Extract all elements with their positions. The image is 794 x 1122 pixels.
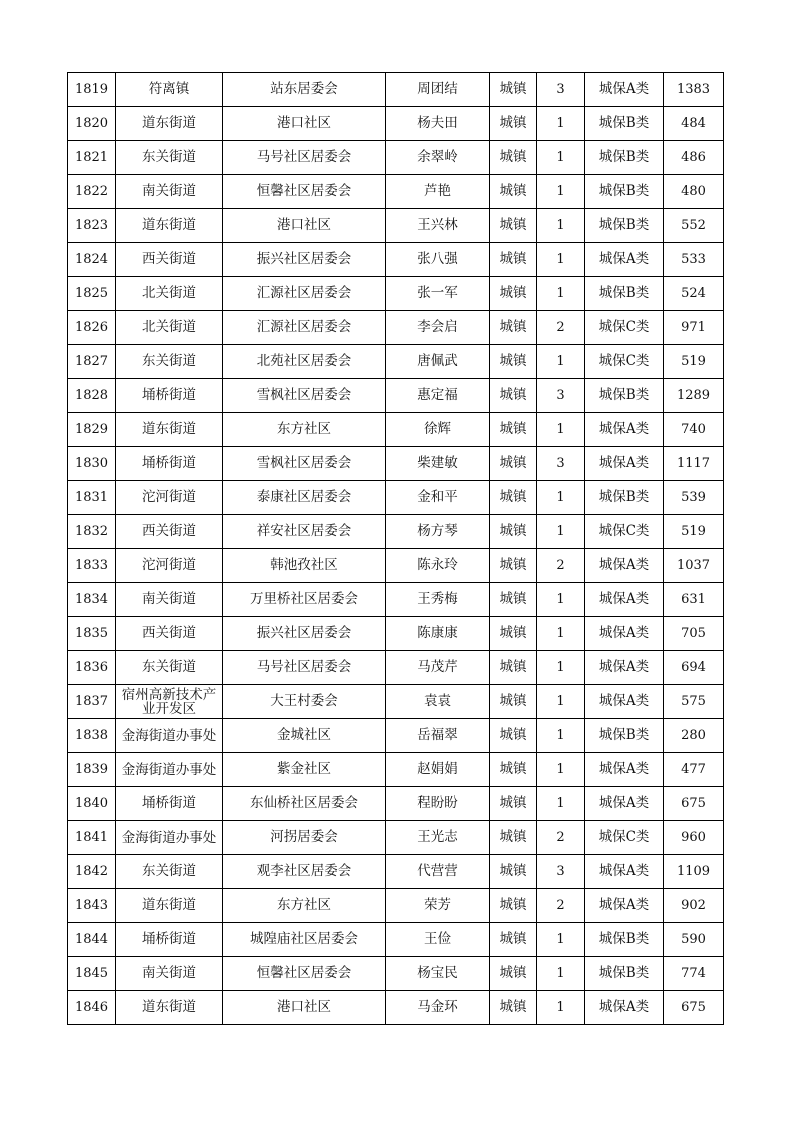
person-name-cell: 王秀梅 [386,583,490,617]
area-type-cell: 城镇 [490,787,537,821]
records-table [67,72,724,1025]
amount-cell: 519 [664,345,724,379]
area-type-cell: 城镇 [490,583,537,617]
amount-cell: 631 [664,583,724,617]
insurance-category-cell: 城保A类 [585,549,664,583]
row-number-cell: 1838 [68,719,116,753]
insurance-category-cell: 城保A类 [585,889,664,923]
amount-cell: 533 [664,243,724,277]
insurance-category-cell: 城保A类 [585,855,664,889]
row-number-cell: 1841 [68,821,116,855]
community-cell: 汇源社区居委会 [223,311,386,345]
household-size-cell: 3 [537,855,585,889]
person-name-cell: 代营营 [386,855,490,889]
table-row [68,719,724,753]
amount-cell: 902 [664,889,724,923]
table-row [68,957,724,991]
insurance-category-cell: 城保A类 [585,73,664,107]
row-number-cell: 1827 [68,345,116,379]
person-name-cell: 唐佩武 [386,345,490,379]
table-row [68,889,724,923]
amount-cell: 477 [664,753,724,787]
person-name-cell: 荣芳 [386,889,490,923]
community-cell: 大王村委会 [223,685,386,719]
community-cell: 东仙桥社区居委会 [223,787,386,821]
household-size-cell: 3 [537,379,585,413]
area-type-cell: 城镇 [490,175,537,209]
table-row [68,141,724,175]
subdistrict-cell: 东关街道 [116,141,223,175]
insurance-category-cell: 城保C类 [585,345,664,379]
row-number-cell: 1828 [68,379,116,413]
household-size-cell: 1 [537,277,585,311]
community-cell: 港口社区 [223,209,386,243]
row-number-cell: 1836 [68,651,116,685]
household-size-cell: 1 [537,651,585,685]
household-size-cell: 1 [537,685,585,719]
community-cell: 振兴社区居委会 [223,243,386,277]
amount-cell: 1289 [664,379,724,413]
table-row [68,243,724,277]
community-cell: 振兴社区居委会 [223,617,386,651]
insurance-category-cell: 城保B类 [585,141,664,175]
insurance-category-cell: 城保B类 [585,277,664,311]
table-row [68,923,724,957]
amount-cell: 539 [664,481,724,515]
person-name-cell: 芦艳 [386,175,490,209]
row-number-cell: 1824 [68,243,116,277]
person-name-cell: 袁袁 [386,685,490,719]
insurance-category-cell: 城保B类 [585,719,664,753]
person-name-cell: 徐辉 [386,413,490,447]
subdistrict-cell: 南关街道 [116,957,223,991]
household-size-cell: 1 [537,923,585,957]
amount-cell: 705 [664,617,724,651]
household-size-cell: 3 [537,447,585,481]
subdistrict-cell: 埇桥街道 [116,787,223,821]
row-number-cell: 1833 [68,549,116,583]
household-size-cell: 1 [537,481,585,515]
row-number-cell: 1837 [68,685,116,719]
community-cell: 观李社区居委会 [223,855,386,889]
amount-cell: 694 [664,651,724,685]
household-size-cell: 1 [537,413,585,447]
amount-cell: 519 [664,515,724,549]
subdistrict-cell: 道东街道 [116,209,223,243]
household-size-cell: 1 [537,957,585,991]
community-cell: 万里桥社区居委会 [223,583,386,617]
table-row [68,311,724,345]
household-size-cell: 1 [537,515,585,549]
insurance-category-cell: 城保A类 [585,583,664,617]
area-type-cell: 城镇 [490,107,537,141]
row-number-cell: 1831 [68,481,116,515]
table-row [68,787,724,821]
area-type-cell: 城镇 [490,379,537,413]
table-row [68,515,724,549]
household-size-cell: 1 [537,787,585,821]
household-size-cell: 3 [537,73,585,107]
area-type-cell: 城镇 [490,991,537,1025]
row-number-cell: 1846 [68,991,116,1025]
community-cell: 站东居委会 [223,73,386,107]
insurance-category-cell: 城保A类 [585,685,664,719]
subdistrict-cell: 西关街道 [116,243,223,277]
community-cell: 马号社区居委会 [223,651,386,685]
subdistrict-cell: 宿州高新技术产业开发区 [116,685,223,719]
subdistrict-cell: 西关街道 [116,515,223,549]
row-number-cell: 1832 [68,515,116,549]
person-name-cell: 程盼盼 [386,787,490,821]
row-number-cell: 1834 [68,583,116,617]
area-type-cell: 城镇 [490,617,537,651]
table-row [68,413,724,447]
community-cell: 东方社区 [223,889,386,923]
table-row [68,685,724,719]
subdistrict-cell: 沱河街道 [116,549,223,583]
person-name-cell: 杨宝民 [386,957,490,991]
table-row [68,175,724,209]
area-type-cell: 城镇 [490,447,537,481]
community-cell: 恒馨社区居委会 [223,957,386,991]
table-row [68,855,724,889]
subdistrict-cell: 金海街道办事处 [116,821,223,855]
insurance-category-cell: 城保B类 [585,923,664,957]
amount-cell: 552 [664,209,724,243]
area-type-cell: 城镇 [490,141,537,175]
community-cell: 韩池孜社区 [223,549,386,583]
area-type-cell: 城镇 [490,923,537,957]
area-type-cell: 城镇 [490,209,537,243]
table-row [68,617,724,651]
amount-cell: 774 [664,957,724,991]
row-number-cell: 1825 [68,277,116,311]
row-number-cell: 1821 [68,141,116,175]
area-type-cell: 城镇 [490,651,537,685]
household-size-cell: 2 [537,889,585,923]
household-size-cell: 1 [537,209,585,243]
household-size-cell: 2 [537,821,585,855]
community-cell: 港口社区 [223,107,386,141]
household-size-cell: 1 [537,719,585,753]
household-size-cell: 1 [537,175,585,209]
area-type-cell: 城镇 [490,345,537,379]
person-name-cell: 周团结 [386,73,490,107]
insurance-category-cell: 城保C类 [585,515,664,549]
person-name-cell: 赵娟娟 [386,753,490,787]
household-size-cell: 2 [537,549,585,583]
community-cell: 东方社区 [223,413,386,447]
row-number-cell: 1839 [68,753,116,787]
amount-cell: 486 [664,141,724,175]
person-name-cell: 岳福翠 [386,719,490,753]
person-name-cell: 杨夫田 [386,107,490,141]
community-cell: 紫金社区 [223,753,386,787]
area-type-cell: 城镇 [490,515,537,549]
subdistrict-cell: 东关街道 [116,345,223,379]
area-type-cell: 城镇 [490,855,537,889]
household-size-cell: 1 [537,345,585,379]
area-type-cell: 城镇 [490,753,537,787]
person-name-cell: 金和平 [386,481,490,515]
insurance-category-cell: 城保B类 [585,209,664,243]
community-cell: 雪枫社区居委会 [223,447,386,481]
community-cell: 恒馨社区居委会 [223,175,386,209]
records-table-container [67,72,724,1025]
community-cell: 城隍庙社区居委会 [223,923,386,957]
row-number-cell: 1844 [68,923,116,957]
area-type-cell: 城镇 [490,549,537,583]
table-row [68,991,724,1025]
person-name-cell: 王兴林 [386,209,490,243]
amount-cell: 480 [664,175,724,209]
table-row [68,73,724,107]
amount-cell: 280 [664,719,724,753]
household-size-cell: 1 [537,243,585,277]
area-type-cell: 城镇 [490,243,537,277]
row-number-cell: 1845 [68,957,116,991]
person-name-cell: 陈康康 [386,617,490,651]
area-type-cell: 城镇 [490,311,537,345]
amount-cell: 675 [664,787,724,821]
community-cell: 金城社区 [223,719,386,753]
person-name-cell: 余翠岭 [386,141,490,175]
table-row [68,209,724,243]
area-type-cell: 城镇 [490,481,537,515]
area-type-cell: 城镇 [490,719,537,753]
row-number-cell: 1820 [68,107,116,141]
table-row [68,583,724,617]
subdistrict-cell: 金海街道办事处 [116,753,223,787]
subdistrict-cell: 金海街道办事处 [116,719,223,753]
row-number-cell: 1829 [68,413,116,447]
table-row [68,821,724,855]
subdistrict-cell: 南关街道 [116,175,223,209]
person-name-cell: 王俭 [386,923,490,957]
table-row [68,753,724,787]
row-number-cell: 1843 [68,889,116,923]
person-name-cell: 杨方琴 [386,515,490,549]
table-row [68,651,724,685]
area-type-cell: 城镇 [490,413,537,447]
subdistrict-cell: 沱河街道 [116,481,223,515]
table-row [68,345,724,379]
insurance-category-cell: 城保A类 [585,753,664,787]
insurance-category-cell: 城保B类 [585,107,664,141]
row-number-cell: 1819 [68,73,116,107]
subdistrict-cell: 道东街道 [116,991,223,1025]
subdistrict-cell: 符离镇 [116,73,223,107]
table-row [68,379,724,413]
table-row [68,481,724,515]
area-type-cell: 城镇 [490,277,537,311]
row-number-cell: 1835 [68,617,116,651]
area-type-cell: 城镇 [490,685,537,719]
insurance-category-cell: 城保A类 [585,243,664,277]
person-name-cell: 陈永玲 [386,549,490,583]
subdistrict-cell: 北关街道 [116,277,223,311]
row-number-cell: 1842 [68,855,116,889]
household-size-cell: 1 [537,141,585,175]
person-name-cell: 马茂芹 [386,651,490,685]
amount-cell: 1037 [664,549,724,583]
row-number-cell: 1840 [68,787,116,821]
amount-cell: 740 [664,413,724,447]
insurance-category-cell: 城保A类 [585,413,664,447]
person-name-cell: 李会启 [386,311,490,345]
amount-cell: 971 [664,311,724,345]
community-cell: 北苑社区居委会 [223,345,386,379]
insurance-category-cell: 城保A类 [585,447,664,481]
household-size-cell: 1 [537,617,585,651]
community-cell: 河拐居委会 [223,821,386,855]
subdistrict-cell: 道东街道 [116,413,223,447]
insurance-category-cell: 城保B类 [585,379,664,413]
row-number-cell: 1823 [68,209,116,243]
table-row [68,447,724,481]
insurance-category-cell: 城保B类 [585,481,664,515]
amount-cell: 960 [664,821,724,855]
community-cell: 马号社区居委会 [223,141,386,175]
subdistrict-cell: 埇桥街道 [116,923,223,957]
insurance-category-cell: 城保A类 [585,991,664,1025]
insurance-category-cell: 城保C类 [585,821,664,855]
table-row [68,107,724,141]
person-name-cell: 王光志 [386,821,490,855]
insurance-category-cell: 城保A类 [585,617,664,651]
person-name-cell: 惠定福 [386,379,490,413]
table-row [68,549,724,583]
subdistrict-cell: 道东街道 [116,889,223,923]
subdistrict-cell: 埇桥街道 [116,447,223,481]
area-type-cell: 城镇 [490,73,537,107]
household-size-cell: 1 [537,753,585,787]
records-table-body [68,73,724,1025]
community-cell: 港口社区 [223,991,386,1025]
area-type-cell: 城镇 [490,957,537,991]
household-size-cell: 1 [537,107,585,141]
insurance-category-cell: 城保A类 [585,651,664,685]
person-name-cell: 张八强 [386,243,490,277]
household-size-cell: 1 [537,583,585,617]
amount-cell: 484 [664,107,724,141]
amount-cell: 1383 [664,73,724,107]
amount-cell: 590 [664,923,724,957]
amount-cell: 524 [664,277,724,311]
household-size-cell: 2 [537,311,585,345]
community-cell: 祥安社区居委会 [223,515,386,549]
person-name-cell: 张一军 [386,277,490,311]
table-row [68,277,724,311]
subdistrict-cell: 道东街道 [116,107,223,141]
amount-cell: 575 [664,685,724,719]
subdistrict-cell: 东关街道 [116,855,223,889]
area-type-cell: 城镇 [490,821,537,855]
subdistrict-cell: 埇桥街道 [116,379,223,413]
area-type-cell: 城镇 [490,889,537,923]
insurance-category-cell: 城保A类 [585,787,664,821]
subdistrict-cell: 东关街道 [116,651,223,685]
community-cell: 雪枫社区居委会 [223,379,386,413]
community-cell: 泰康社区居委会 [223,481,386,515]
row-number-cell: 1826 [68,311,116,345]
insurance-category-cell: 城保B类 [585,175,664,209]
insurance-category-cell: 城保C类 [585,311,664,345]
community-cell: 汇源社区居委会 [223,277,386,311]
row-number-cell: 1830 [68,447,116,481]
person-name-cell: 柴建敏 [386,447,490,481]
subdistrict-cell: 南关街道 [116,583,223,617]
amount-cell: 1117 [664,447,724,481]
subdistrict-cell: 北关街道 [116,311,223,345]
subdistrict-cell: 西关街道 [116,617,223,651]
person-name-cell: 马金环 [386,991,490,1025]
amount-cell: 1109 [664,855,724,889]
insurance-category-cell: 城保B类 [585,957,664,991]
row-number-cell: 1822 [68,175,116,209]
household-size-cell: 1 [537,991,585,1025]
amount-cell: 675 [664,991,724,1025]
